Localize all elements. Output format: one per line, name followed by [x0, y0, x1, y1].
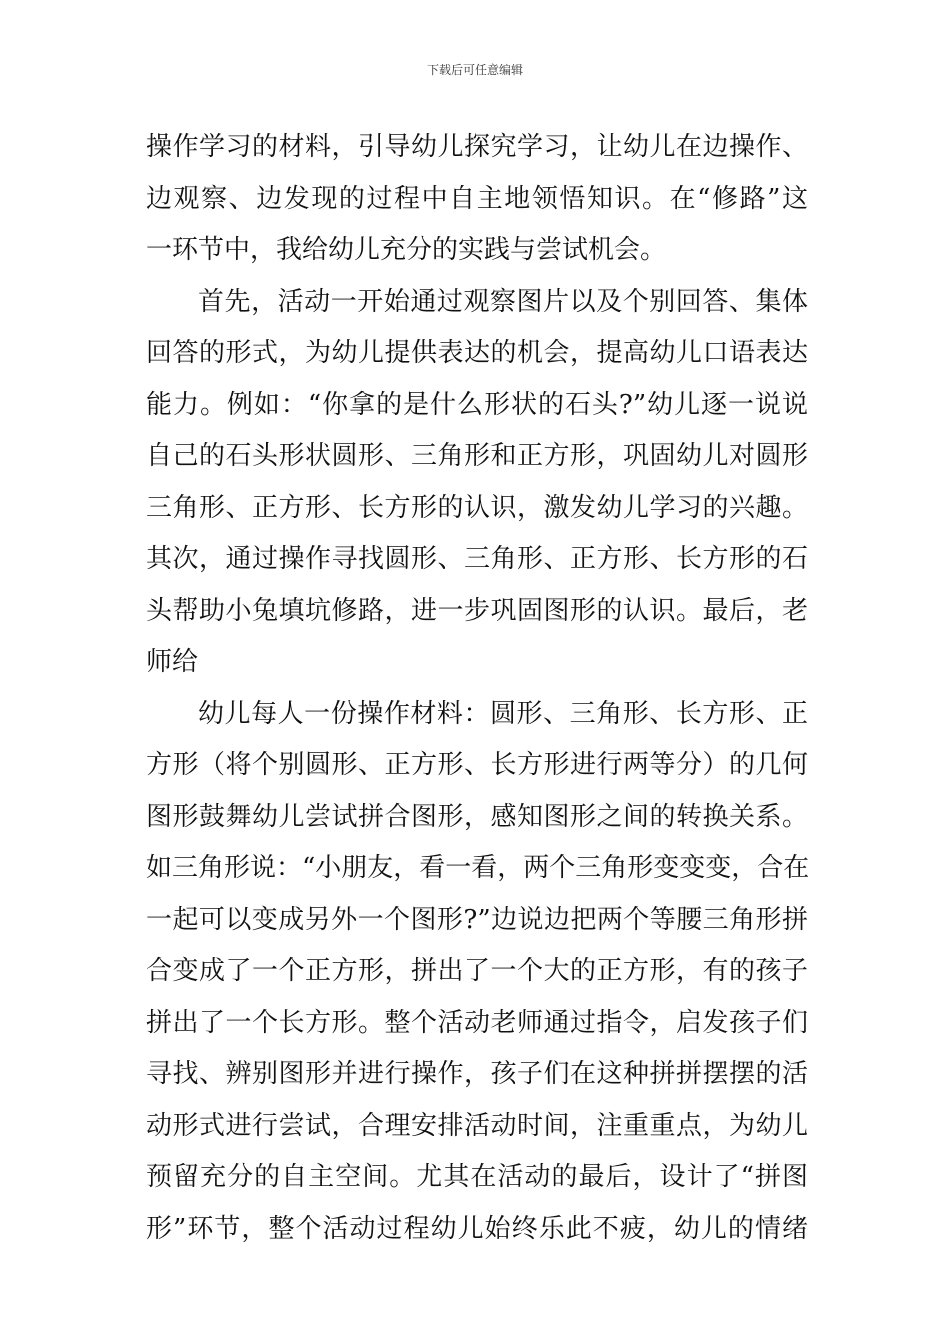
- text-line: 预留充分的自主空间。尤其在活动的最后，设计了“拼图: [146, 1162, 808, 1192]
- text-line: 三角形、正方形、长方形的认识，激发幼儿学习的兴趣。: [146, 492, 808, 523]
- text-line: 动形式进行尝试，合理安排活动时间，注重重点，为幼儿: [146, 1110, 808, 1141]
- text-line: 合变成了一个正方形，拼出了一个大的正方形，有的孩子: [146, 956, 808, 986]
- text-line: 一起可以变成另外一个图形?”边说边把两个等腰三角形拼: [146, 904, 808, 935]
- text-line: 寻找、辨别图形并进行操作，孩子们在这种拼拼摆摆的活: [146, 1059, 808, 1089]
- paragraph-first-line: 幼儿每人一份操作材料：圆形、三角形、长方形、正: [198, 698, 808, 729]
- page-header: 下载后可任意编辑: [426, 63, 523, 77]
- text-line: 师给: [146, 647, 199, 677]
- text-line: 自己的石头形状圆形、三角形和正方形，巩固幼儿对圆形: [146, 441, 808, 471]
- text-line: 边观察、边发现的过程中自主地领悟知识。在“修路”这: [146, 183, 808, 214]
- text-line: 一环节中，我给幼儿充分的实践与尝试机会。: [146, 235, 667, 265]
- text-line: 如三角形说：“小朋友，看一看，两个三角形变变变，合在: [146, 853, 810, 883]
- text-line: 形”环节，整个活动过程幼儿始终乐此不疲，幼儿的情绪: [146, 1213, 808, 1244]
- text-line: 其次，通过操作寻找圆形、三角形、正方形、长方形的石: [146, 544, 808, 574]
- text-line: 头帮助小兔填坑修路，进一步巩固图形的认识。最后，老: [146, 595, 808, 626]
- text-line: 能力。例如：“你拿的是什么形状的石头?”幼儿逐一说说: [146, 389, 808, 420]
- text-line: 操作学习的材料，引导幼儿探究学习，让幼儿在边操作、: [146, 132, 808, 162]
- text-line: 图形鼓舞幼儿尝试拼合图形，感知图形之间的转换关系。: [146, 801, 808, 832]
- paragraph-first-line: 首先，活动一开始通过观察图片以及个别回答、集体: [198, 286, 808, 317]
- text-line: 回答的形式，为幼儿提供表达的机会，提高幼儿口语表达: [146, 338, 808, 368]
- text-line: 方形（将个别圆形、正方形、长方形进行两等分）的几何: [146, 750, 808, 780]
- document-body: [146, 122, 808, 1255]
- text-line: 拼出了一个长方形。整个活动老师通过指令，启发孩子们: [146, 1007, 808, 1038]
